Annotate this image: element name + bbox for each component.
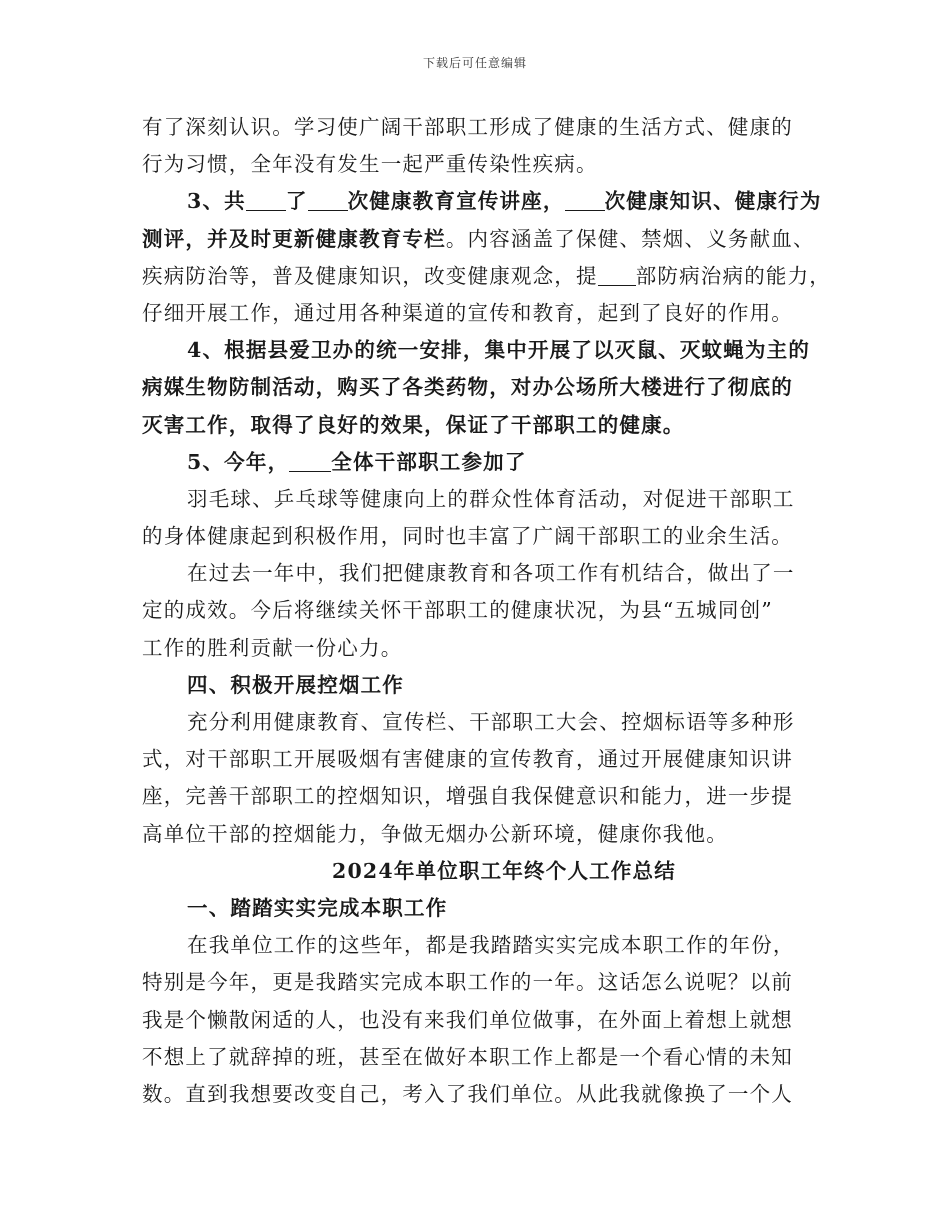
text-line: 在我单位工作的这些年，都是我踏踏实实完成本职工作的年份，	[187, 933, 795, 958]
text-line: 我是个懒散闲适的人，也没有来我们单位做事，在外面上着想上就想	[142, 1007, 793, 1032]
text-line: 座，完善干部职工的控烟知识，增强自我保健意识和能力，进一步提	[142, 784, 793, 809]
section-heading: 一、踏踏实实完成本职工作	[187, 895, 448, 920]
item-5-text-a: 5、今年，	[187, 449, 290, 474]
text-line: 的身体健康起到积极作用，同时也丰富了广阔干部职工的业余生活。	[142, 524, 793, 549]
item-5-text-b: 全体干部职工参加了	[331, 449, 527, 474]
item-4-line: 病媒生物防制活动，购买了各类药物，对办公场所大楼进行了彻底的	[142, 375, 793, 400]
blank-underline	[246, 188, 286, 211]
blank-underline	[308, 188, 348, 211]
text-line: 数。直到我想要改变自己，考入了我们单位。从此我就像换了一个人	[142, 1081, 793, 1106]
item-3-text-d: 次健康知识、健康行为	[604, 189, 822, 214]
item-5-line	[142, 444, 814, 481]
page-header: 下载后可任意编辑	[422, 56, 527, 70]
document-title: 2024年单位职工年终个人工作总结	[332, 858, 676, 883]
item-3-bold-text: 测评，并及时更新健康教育专栏	[142, 226, 446, 251]
section-heading: 四、积极开展控烟工作	[187, 672, 404, 697]
item-4-line: 灭害工作，取得了良好的效果，保证了干部职工的健康。	[142, 412, 685, 437]
item-3-text-b: 了	[285, 189, 308, 214]
text-line: 不想上了就辞掉的班，甚至在做好本职工作上都是一个看心情的未知	[142, 1044, 793, 1069]
text-line	[142, 221, 814, 258]
text-line: 式，对干部职工开展吸烟有害健康的宣传教育，通过开展健康知识讲	[142, 747, 793, 772]
item-3-text-f: 部防病治病的能力，	[635, 263, 832, 288]
text-line: 在过去一年中，我们把健康教育和各项工作有机结合，做出了一	[187, 561, 795, 586]
blank-underline	[289, 449, 331, 472]
text-line: 定的成效。今后将继续关怀干部职工的健康状况，为县“五城同创”	[142, 598, 773, 623]
blank-underline	[598, 263, 636, 286]
text-line	[142, 258, 832, 295]
item-3-text-a: 3、共	[187, 189, 246, 214]
text-line: 充分利用健康教育、宣传栏、干部职工大会、控烟标语等多种形	[187, 710, 795, 734]
item-3-text-e: 疾病防治等，普及健康知识，改变健康观念，提	[142, 263, 598, 288]
document-body	[142, 109, 832, 1113]
item-3-text-c: 次健康教育宣传讲座，	[347, 189, 565, 214]
text-line: 特别是今年，更是我踏实完成本职工作的一年。这话怎么说呢？以前	[142, 970, 793, 995]
text-line: 羽毛球、乒乓球等健康向上的群众性体育活动，对促进干部职工	[187, 486, 795, 511]
item-4-line: 4、根据县爱卫办的统一安排，集中开展了以灭鼠、灭蚊蝇为主的	[187, 338, 811, 363]
blank-underline	[565, 188, 605, 211]
text-line: 行为习惯，全年没有发生一起严重传染性疾病。	[142, 152, 598, 177]
item-3-line	[142, 183, 822, 220]
text-line: 有了深刻认识。学习使广阔干部职工形成了健康的生活方式、健康的	[142, 115, 793, 139]
text-line: 工作的胜利贡献一份心力。	[142, 635, 403, 660]
text-line: 高单位干部的控烟能力，争做无烟办公新环境，健康你我他。	[142, 821, 728, 846]
item-3-rest-text: 。内容涵盖了保健、禁烟、义务献血、	[445, 226, 815, 251]
text-line: 仔细开展工作，通过用各种渠道的宣传和教育，起到了良好的作用。	[142, 300, 793, 325]
